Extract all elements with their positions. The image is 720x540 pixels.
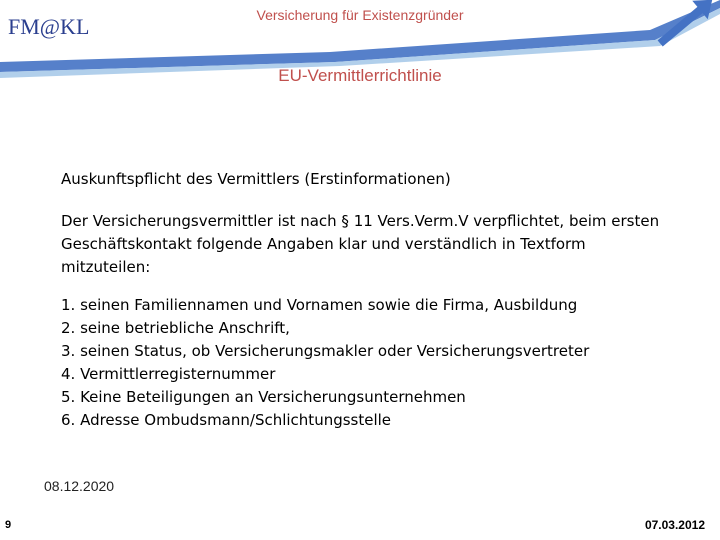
requirements-list [61,294,681,432]
paragraph-line: mitzuteilen: [61,258,151,276]
intro-paragraph [61,210,681,279]
list-item: 3. seinen Status, ob Versicherungsmakler oder Versicherungsvertreter [61,342,590,360]
paragraph-line: Geschäftskontakt folgende Angaben klar und verständlich in Textform [61,235,586,253]
footer-date-left: 08.12.2020 [44,478,115,494]
list-item: 4. Vermittlerregisternummer [61,365,276,383]
header-title: Versicherung für Existenzgründer [256,7,464,23]
logo-text: FM@KL [8,14,90,39]
list-item: 1. seinen Familiennamen und Vornamen sowie die Firma, Ausbildung [61,296,578,314]
subheading: Auskunftspflicht des Vermittlers (Erstinformationen) [61,170,451,188]
list-item: 6. Adresse Ombudsmann/Schlichtungsstelle [61,411,392,429]
list-item: 5. Keine Beteiligungen an Versicherungsunternehmen [61,388,466,406]
paragraph-line: Der Versicherungsvermittler ist nach § 11 Vers.Verm.V verpflichtet, beim ersten [61,212,660,230]
slide-content [61,168,681,432]
footer-date-right: 07.03.2012 [644,518,705,532]
page-number: 9 [5,519,12,531]
section-title: EU-Vermittlerrichtlinie [278,66,442,85]
list-item: 2. seine betriebliche Anschrift, [61,319,290,337]
